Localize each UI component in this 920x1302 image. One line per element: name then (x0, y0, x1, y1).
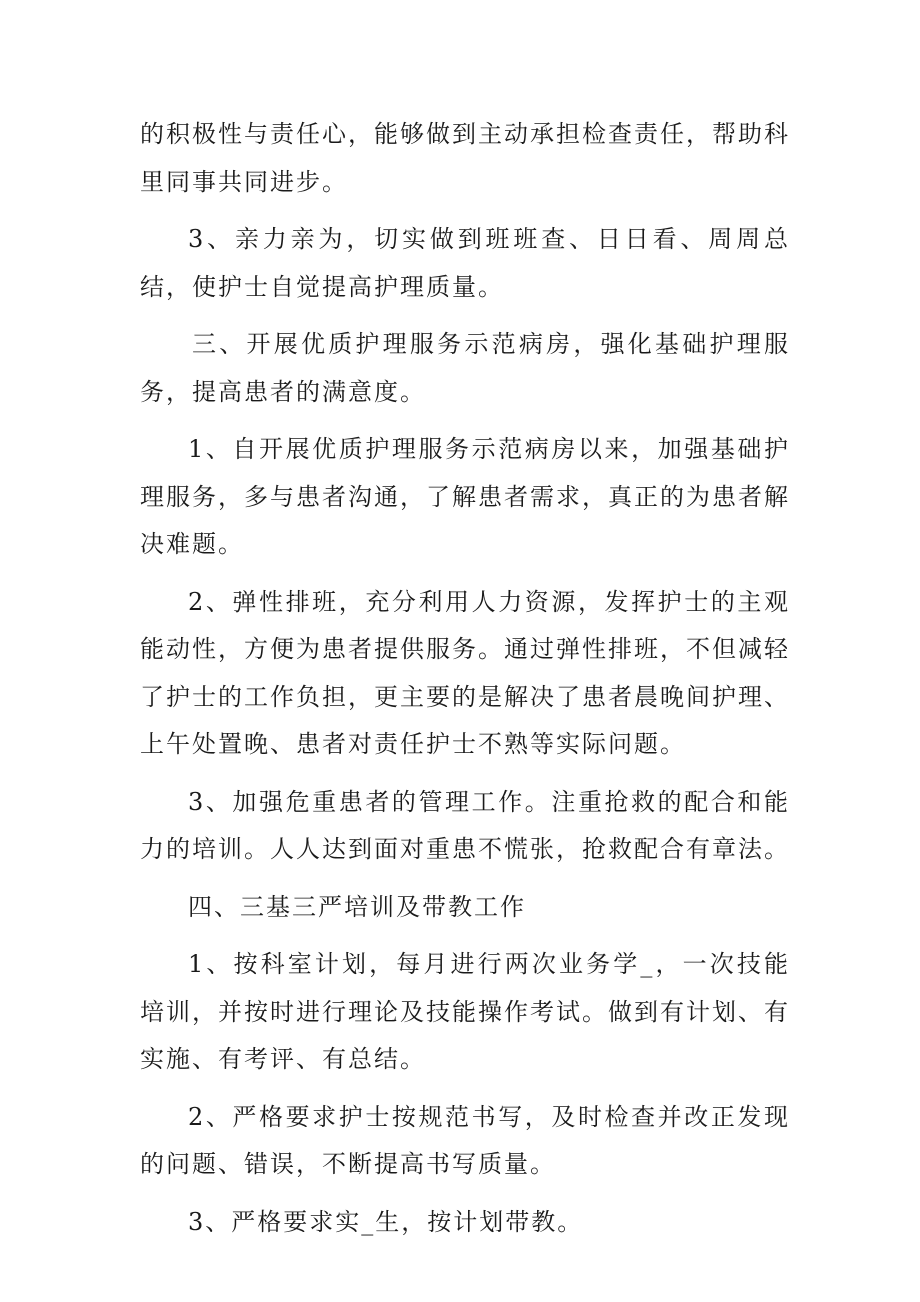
paragraph-item-3-1: 1、自开展优质护理服务示范病房以来，加强基础护理服务，多与患者沟通，了解患者需求，真正的为患者解决难题。 (140, 435, 790, 558)
section-heading-4: 四、三基三严培训及带教工作 (188, 892, 526, 921)
section-heading-3: 三、开展优质护理服务示范病房，强化基础护理服务，提高患者的满意度。 (140, 330, 790, 406)
paragraph-continuation: 的积极性与责任心，能够做到主动承担检查责任，帮助科里同事共同进步。 (140, 120, 790, 196)
paragraph-item-3-2: 2、弹性排班，充分利用人力资源，发挥护士的主观能动性，方便为患者提供服务。通过弹性排班，不但减轻了护士的工作负担，更主要的是解决了患者晨晚间护理、上午处置晚、患者对责任护士不熟等实际问题。 (140, 587, 790, 758)
paragraph-item-3-3: 3、加强危重患者的管理工作。注重抢救的配合和能力的培训。人人达到面对重患不慌张，抢救配合有章法。 (140, 787, 790, 863)
paragraph-item-4-3: 3、严格要求实_生，按计划带教。 (188, 1207, 584, 1236)
paragraph-item-4-1: 1、按科室计划，每月进行两次业务学_，一次技能培训，并按时进行理论及技能操作考试。做到有计划、有实施、有考评、有总结。 (140, 950, 790, 1073)
paragraph-item-4-2: 2、严格要求护士按规范书写，及时检查并改正发现的问题、错误，不断提高书写质量。 (140, 1102, 790, 1178)
document-body (140, 111, 790, 1256)
paragraph-item-2-3: 3、亲力亲为，切实做到班班查、日日看、周周总结，使护士自觉提高护理质量。 (140, 225, 790, 301)
